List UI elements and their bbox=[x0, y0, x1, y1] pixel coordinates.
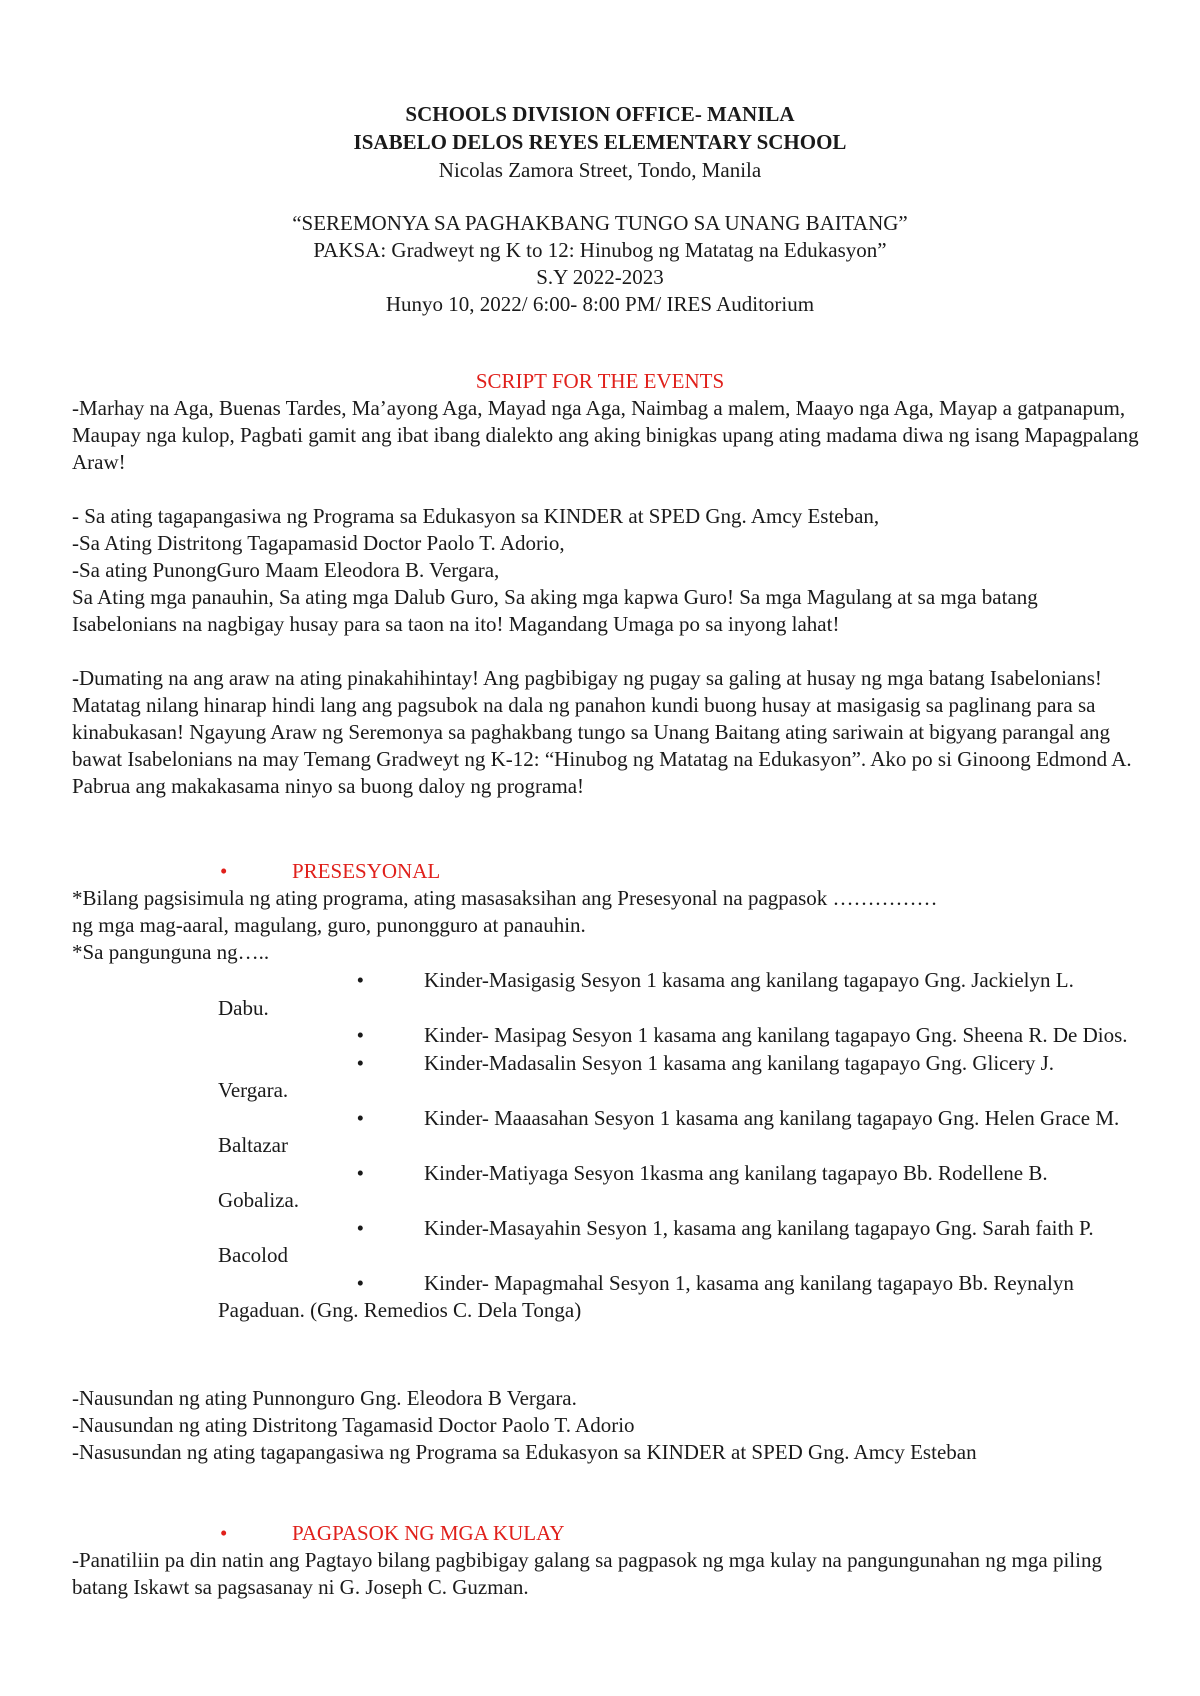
school-year: S.Y 2022-2023 bbox=[536, 265, 664, 289]
list-item bbox=[218, 967, 1128, 1022]
presesyonal-line: *Sa pangunguna ng….. bbox=[72, 940, 270, 964]
ceremony-info bbox=[0, 210, 1200, 318]
division-office-title: SCHOOLS DIVISION OFFICE- MANILA bbox=[405, 102, 795, 126]
intro-paragraph bbox=[72, 665, 1142, 800]
kulay-heading: PAGPASOK NG MGA KULAY bbox=[292, 1521, 565, 1545]
list-item bbox=[218, 1270, 1128, 1325]
list-item-text: Kinder- Mapagmahal Sesyon 1, kasama ang kanilang tagapayo Bb. Reynalyn Pagaduan. (Gng. Remedios C. Dela Tonga) bbox=[218, 1270, 1074, 1322]
event-schedule: Hunyo 10, 2022/ 6:00- 8:00 PM/ IRES Auditorium bbox=[385, 292, 815, 316]
list-item bbox=[218, 1105, 1128, 1160]
bullet: • bbox=[356, 1105, 364, 1130]
bullet: • bbox=[220, 1521, 228, 1545]
list-item-text: Kinder-Madasalin Sesyon 1 kasama ang kanilang tagapayo Gng. Glicery J. Vergara. bbox=[218, 1050, 1054, 1102]
list-item-text: Kinder- Maaasahan Sesyon 1 kasama ang kanilang tagapayo Gng. Helen Grace M. Baltazar bbox=[218, 1105, 1120, 1157]
greeting-paragraph bbox=[72, 395, 1142, 476]
kinder-section-list bbox=[218, 967, 1128, 1325]
list-item bbox=[218, 1160, 1128, 1215]
document-header bbox=[0, 100, 1200, 184]
acknowledgement-line: -Sa Ating Distritong Tagapamasid Doctor Paolo T. Adorio, bbox=[72, 531, 565, 555]
presesyonal-line: ng mga mag-aaral, magulang, guro, punongguro at panauhin. bbox=[72, 913, 586, 937]
bullet: • bbox=[356, 1270, 364, 1295]
followup-line: -Nausundan ng ating Distritong Tagamasid Doctor Paolo T. Adorio bbox=[72, 1413, 635, 1437]
bullet: • bbox=[220, 859, 228, 883]
acknowledgements bbox=[72, 503, 1142, 638]
followup-line: -Nausundan ng ating Punnonguro Gng. Eleodora B Vergara. bbox=[72, 1386, 577, 1410]
bullet: • bbox=[356, 1160, 364, 1185]
list-item-text: Kinder-Matiyaga Sesyon 1kasma ang kanilang tagapayo Bb. Rodellene B. Gobaliza. bbox=[218, 1160, 1048, 1212]
bullet: • bbox=[356, 1215, 364, 1240]
list-item-text: Kinder- Masipag Sesyon 1 kasama ang kanilang tagapayo Gng. Sheena R. De Dios. bbox=[424, 1023, 1128, 1047]
acknowledgement-line: Sa Ating mga panauhin, Sa ating mga Dalub Guro, Sa aking mga kapwa Guro! Sa mga Magulang at sa mga batang Isabelonians na nagbigay husay para sa taon na ito! Magandang Umaga po sa inyong lahat! bbox=[72, 585, 1038, 636]
kulay-text: -Panatiliin pa din natin ang Pagtayo bilang pagbibigay galang sa pagpasok ng mga kulay na pangungunahan ng mga piling batang Iskawt sa pagsasanay ni G. Joseph C. Guzman. bbox=[72, 1548, 1102, 1599]
list-item-text: Kinder-Masayahin Sesyon 1, kasama ang kanilang tagapayo Gng. Sarah faith P. Bacolod bbox=[218, 1215, 1094, 1267]
kulay-paragraph bbox=[72, 1547, 1142, 1601]
ceremony-topic: PAKSA: Gradweyt ng K to 12: Hinubog ng Matatag na Edukasyon” bbox=[313, 238, 887, 262]
school-address: Nicolas Zamora Street, Tondo, Manila bbox=[438, 158, 762, 182]
procession-followups bbox=[72, 1385, 1142, 1466]
presesyonal-intro bbox=[72, 885, 1142, 966]
acknowledgement-line: - Sa ating tagapangasiwa ng Programa sa Edukasyon sa KINDER at SPED Gng. Amcy Esteban, bbox=[72, 504, 880, 528]
presesyonal-line: *Bilang pagsisimula ng ating programa, ating masasaksihan ang Presesyonal na pagpasok …………… bbox=[72, 886, 938, 910]
script-title: SCRIPT FOR THE EVENTS bbox=[475, 369, 725, 393]
bullet: • bbox=[356, 968, 364, 992]
presesyonal-heading: PRESESYONAL bbox=[292, 859, 441, 883]
list-item bbox=[218, 1022, 1128, 1050]
followup-line: -Nasusundan ng ating tagapangasiwa ng Programa sa Edukasyon sa KINDER at SPED Gng. Amcy Esteban bbox=[72, 1440, 977, 1464]
school-name: ISABELO DELOS REYES ELEMENTARY SCHOOL bbox=[353, 130, 847, 154]
ceremony-title: “SEREMONYA SA PAGHAKBANG TUNGO SA UNANG BAITANG” bbox=[292, 211, 908, 235]
bullet: • bbox=[356, 1023, 364, 1047]
list-item-text: Kinder-Masigasig Sesyon 1 kasama ang kanilang tagapayo Gng. Jackielyn L. Dabu. bbox=[218, 968, 1074, 1020]
intro-text: -Dumating na ang araw na ating pinakahihintay! Ang pagbibigay ng pugay sa galing at husay ng mga batang Isabelonians! Matatag nilang hinarap hindi lang ang pagsubok na dala ng panahon kundi buong husay at masigasig sa paglinang para sa kinabukasan! Ngayung Araw ng Seremonya sa paghakbang tungo sa Unang Baitang ating sariwain at bigyang parangal ang bawat Isabelonians na may Temang Gradweyt ng K-12: “Hinubog ng Matatag na Edukasyon”. Ako po si Ginoong Edmond A. Pabrua ang makakasama ninyo sa buong daloy ng programa! bbox=[72, 666, 1132, 798]
acknowledgement-line: -Sa ating PunongGuro Maam Eleodora B. Vergara, bbox=[72, 558, 500, 582]
bullet: • bbox=[356, 1050, 364, 1075]
list-item bbox=[218, 1215, 1128, 1270]
greeting-text: -Marhay na Aga, Buenas Tardes, Ma’ayong Aga, Mayad nga Aga, Naimbag a malem, Maayo nga Aga, Mayap a gatpanapum, Maupay nga kulop, Pagbati gamit ang ibat ibang dialekto ang aking binigkas upang ating madama diwa ng isang Mapagpalang Araw! bbox=[72, 396, 1139, 474]
list-item bbox=[218, 1050, 1128, 1105]
